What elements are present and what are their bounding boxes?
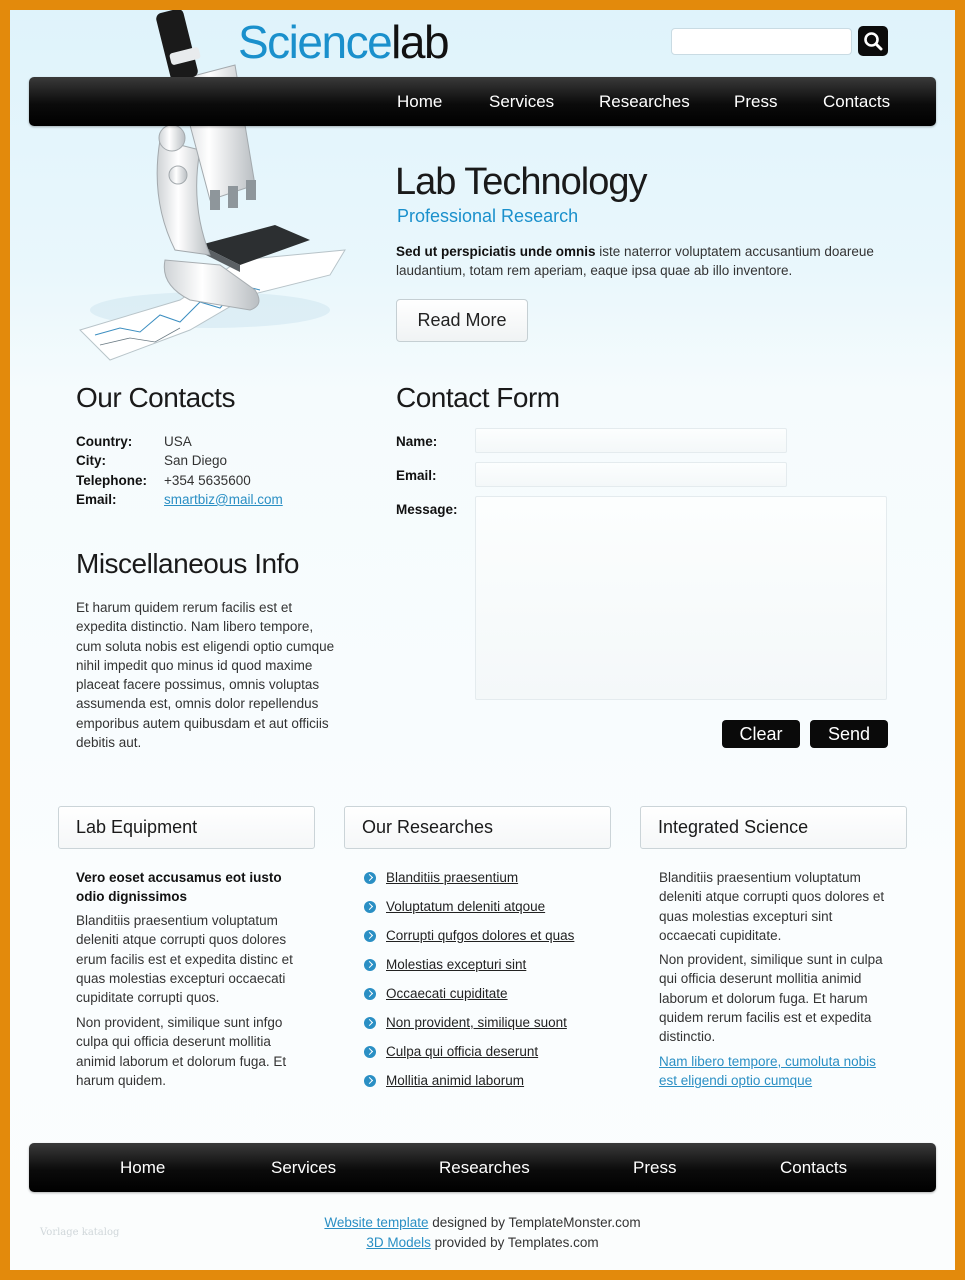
hero-text [396,242,901,280]
researches-list [364,870,614,1110]
nav-home[interactable]: Home [397,92,443,111]
research-link[interactable]: Non provident, similique suont [386,1015,567,1030]
read-more-button[interactable]: Read More [396,299,528,342]
research-link[interactable]: Voluptatum deleniti atqoue [386,899,546,914]
nav-services[interactable]: Services [489,92,555,111]
integrated-link[interactable]: Nam libero tempore, cumoluta nobis est eligendi optio cumque [659,1054,876,1089]
contact-row-city: City: San Diego [76,453,228,469]
footer-line-1: Website template designed by TemplateMonster.com [324,1215,641,1230]
top-navigation [29,77,936,126]
clear-button[interactable]: Clear [722,720,800,748]
arrow-bullet-icon [364,901,376,913]
lab-equipment-p1: Blanditiis praesentium voluptatum deleniti atque corrupti quos dolores erum facilis est et expedita distinc et quas molestias excepturi occaecati cupiditate corrupti quos. [76,913,293,1006]
contacts-list [76,432,356,509]
arrow-bullet-icon [364,1046,376,1058]
research-link[interactable]: Blanditiis praesentium [386,870,519,885]
hero-subtitle: Professional Research [397,206,579,226]
name-field[interactable] [475,428,787,453]
footer-line-2: 3D Models provided by Templates.com [366,1235,599,1250]
footer-nav-press[interactable]: Press [633,1158,677,1177]
bottom-navigation [29,1143,936,1192]
researches-header: Our Researches [344,806,611,849]
misc-title: Miscellaneous Info [76,548,299,579]
contact-row-email: Email: smartbiz@mail.com [76,490,356,509]
search-button[interactable] [858,26,888,56]
integrated-p1: Blanditiis praesentium voluptatum deleniti atque corrupti quos dolores et quas molestias excepturi sint occaecati cupiditate. [659,870,885,943]
search-input[interactable] [671,28,852,55]
footer-credits [10,1213,955,1253]
hero-text-body: iste naterror voluptatem accusantium doareue laudantium, totam rem aperiam, eaque ipsa quae ab illo inventore. [396,244,874,278]
research-link[interactable]: Corrupti qufgos dolores et quas [386,928,575,943]
search-icon [863,31,883,51]
research-link[interactable]: Culpa qui officia deserunt [386,1044,539,1059]
email-label: Email: [396,468,437,483]
logo-text-lab: lab [391,16,449,68]
contact-row-telephone: Telephone: +354 5635600 [76,472,251,488]
hero-text-bold: Sed ut perspiciatis unde omnis [396,244,596,259]
hero-title: Lab Technology [395,161,647,203]
send-button[interactable]: Send [810,720,888,748]
arrow-bullet-icon [364,988,376,1000]
nav-press[interactable]: Press [734,92,778,111]
arrow-bullet-icon [364,1075,376,1087]
research-link[interactable]: Molestias excepturi sint [386,957,527,972]
message-field[interactable] [475,496,887,700]
page-frame [10,10,955,1270]
lab-equipment-p2: Non provident, similique sunt infgo culpa qui officia deserunt mollitia animid laborum et dolorum fuga. Et harum quidem. [76,1015,287,1088]
contact-row-country: Country: USA [76,434,192,449]
arrow-bullet-icon [364,930,376,942]
message-label: Message: [396,502,458,517]
nav-contacts[interactable]: Contacts [823,92,891,111]
website-template-link[interactable]: Website template [324,1215,429,1230]
arrow-bullet-icon [364,959,376,971]
integrated-science-header: Integrated Science [640,806,907,849]
footer-nav-home[interactable]: Home [120,1158,166,1177]
watermark: Vorlage katalog [40,1227,120,1238]
site-logo[interactable] [238,14,448,70]
footer-nav-services[interactable]: Services [271,1158,337,1177]
lab-equipment-bold: Vero eoset accusamus eot iusto odio dignissimos [76,870,282,905]
email-field[interactable] [475,462,787,487]
footer-nav-researches[interactable]: Researches [439,1158,530,1177]
contact-email-link[interactable]: smartbiz@mail.com [164,491,283,507]
arrow-bullet-icon [364,872,376,884]
misc-text: Et harum quidem rerum facilis est et expedita distinctio. Nam libero tempore, cum soluta nobis est eligendi optio cumque nihil impedit quo minus id quod maxime placeat facere possimus, omnis voluptas assumenda est, omnis dolor repellendus emporibus autem quibusdam et aut officiis debitis aut. [76,600,335,751]
research-link[interactable]: Mollitia animid laborum [386,1073,525,1088]
contact-form-title: Contact Form [396,382,560,413]
3d-models-link[interactable]: 3D Models [366,1235,431,1250]
contacts-title: Our Contacts [76,382,235,413]
name-label: Name: [396,434,438,449]
integrated-p2: Non provident, similique sunt in culpa qui officia deserunt mollitia animid laborum et dolorum fuga. Et harum quidem rerum facilis est et expedita distinctio. [659,952,883,1045]
footer-nav-contacts[interactable]: Contacts [780,1158,848,1177]
arrow-bullet-icon [364,1017,376,1029]
lab-equipment-header: Lab Equipment [58,806,315,849]
nav-researches[interactable]: Researches [599,92,690,111]
research-link[interactable]: Occaecati cupiditate [386,986,508,1001]
logo-text-science: Science [238,16,392,68]
